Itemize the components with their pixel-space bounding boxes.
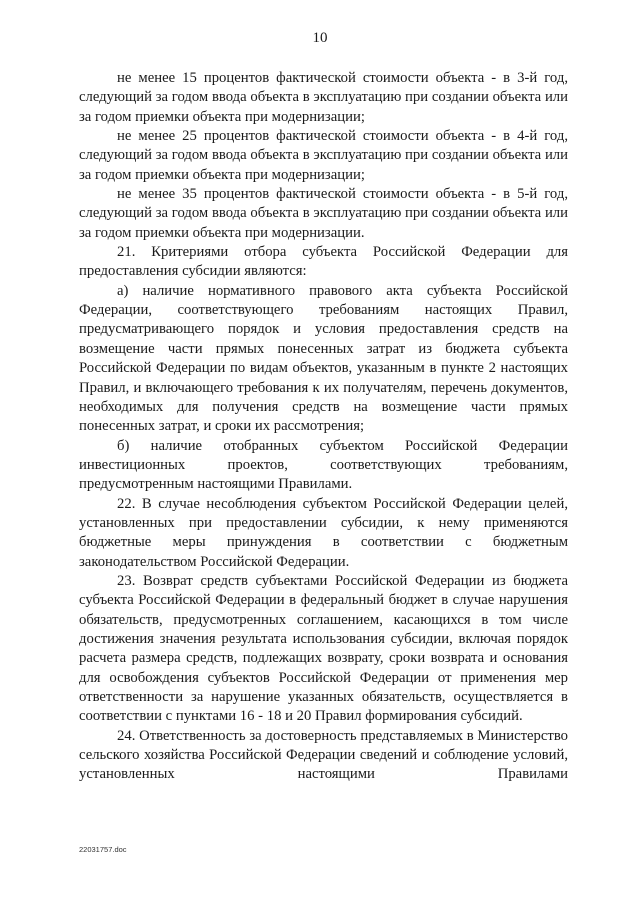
paragraph-year-4: не менее 25 процентов фактической стоимости объекта - в 4-й год, следующий за годом ввода объекта в эксплуатацию при создании объекта или за годом приемки объекта при модернизации;: [79, 128, 568, 183]
paragraph-year-3: не менее 15 процентов фактической стоимости объекта - в 3-й год, следующий за годом ввода объекта в эксплуатацию при создании объекта или за годом приемки объекта при модернизации;: [79, 70, 568, 125]
document-filename: 22031757.doc: [79, 845, 127, 854]
paragraph-24: 24. Ответственность за достоверность представляемых в Министерство сельского хозяйства Российской Федерации сведений и соблюдение условий, установленных настоящими Правилами: [79, 727, 568, 783]
paragraph-21-a: а) наличие нормативного правового акта субъекта Российской Федерации, соответствующего требованиям настоящих Правил, предусматривающего порядок и условия предоставления средств на возмещение части прямых понесенных затрат из бюджета субъекта Российской Федерации по видам объектов, указанным в пункте 2 настоящих Правил, и включающего требования к их получателям, перечень документов, необходимых для получения средств на возмещение части прямых понесенных затрат, и сроки их рассмотрения;: [79, 282, 568, 435]
page-number: 10: [312, 30, 328, 46]
paragraph-21-b: б) наличие отобранных субъектом Российской Федерации инвестиционных проектов, соответствующих требованиям, предусмотренным настоящими Правилами.: [79, 437, 568, 493]
paragraph-23: 23. Возврат средств субъектами Российской Федерации из бюджета субъекта Российской Федерации в федеральный бюджет в случае нарушения обязательств, предусмотренных соглашением, касающихся в том числе достижения значения результата использования субсидии, включая порядок расчета размера средств, подлежащих возврату, сроки возврата и основания для освобождения субъектов Российской Федерации от применения мер ответственности за нарушение указанных обязательств, осуществляется в соответствии с пунктами 16 - 18 и 20 Правил формирования субсидий.: [79, 572, 568, 725]
document-body: [79, 69, 568, 785]
paragraph-21: 21. Критериями отбора субъекта Российской Федерации для предоставления субсидии являются:: [79, 244, 568, 280]
paragraph-22: 22. В случае несоблюдения субъектом Российской Федерации целей, установленных при предоставлении субсидии, к нему применяются бюджетные меры принуждения в соответствии с бюджетным законодательством Российской Федерации.: [79, 495, 568, 570]
paragraph-year-5: не менее 35 процентов фактической стоимости объекта - в 5-й год, следующий за годом ввода объекта в эксплуатацию при создании объекта или за годом приемки объекта при модернизации.: [79, 186, 568, 241]
